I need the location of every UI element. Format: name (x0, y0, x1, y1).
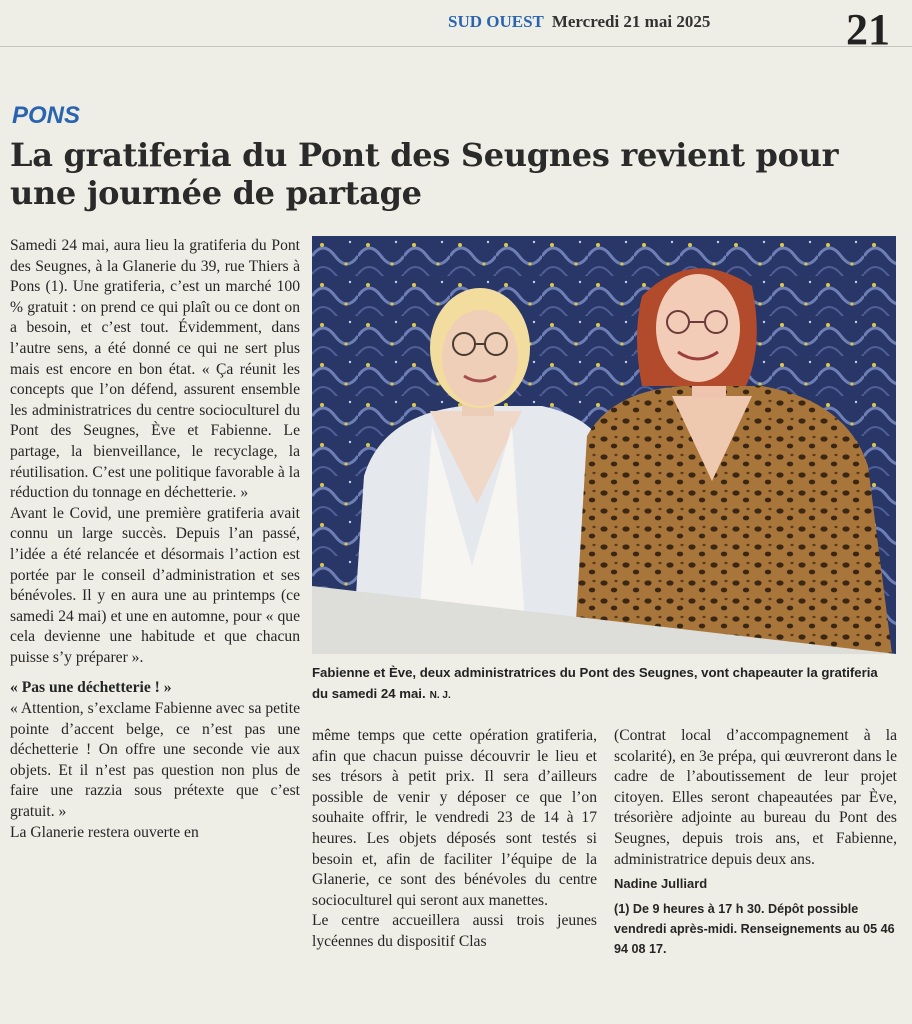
publication-name: SUD OUEST (448, 12, 544, 31)
section-subhead: « Pas une déchetterie ! » (10, 679, 172, 697)
paragraph: Samedi 24 mai, aura lieu la gratiferia du Pont des Seugnes, à la Glanerie du 39, rue Thiers à Pons (1). Une gratiferia, c’est un marché 100 % gratuit : on prend ce qui plaît ou ce dont on a besoin, et c’est tout. Évidemment, dans l’autre sens, a été donné ce qui ne sert plus mais est encore en bon état. « Ça réunit les concepts que l’on défend, assurent ensemble les administratrices du centre socioculturel du Pont des Seugnes, Ève et Fabienne. Le partage, la bienveillance, le recyclage, la réutilisation. C’est une politique favorable à la réduction du tonnage en déchetterie. » (10, 237, 300, 502)
header-rule (0, 46, 912, 47)
article-column-3 (614, 726, 897, 959)
adjacent-page-bleed (300, 0, 440, 48)
photo-credit: N. J. (429, 690, 451, 701)
article-headline: La gratiferia du Pont des Seugnes revient pour une journée de partage (10, 136, 839, 212)
page-number: 21 (846, 5, 890, 54)
author-signature: Nadine Julliard (614, 876, 708, 892)
article-photo (312, 236, 896, 654)
article-column-2 (312, 726, 597, 953)
paragraph: Le centre accueillera aussi trois jeunes lycéennes du dispositif Clas (312, 912, 597, 950)
article-column-1 (10, 236, 300, 843)
caption-text: Fabienne et Ève, deux administratrices du Pont des Seugnes, vont chapeauter la gratiferia du samedi 24 mai. (312, 665, 878, 701)
issue-date: Mercredi 21 mai 2025 (551, 12, 711, 31)
paragraph: Avant le Covid, une première gratiferia avait connu un large succès. Depuis l’an passé, l’idée a été relancée et désormais l’action est portée par le conseil d’administration et ses bénévoles. Il y en aura une au printemps (ce samedi 24 mai) et une en automne, pour « que cela devienne une habitude et que chacun puisse s’y préparer ». (10, 504, 300, 666)
footnote: (1) De 9 heures à 17 h 30. Dépôt possible vendredi après-midi. Renseignements au 05 46 94 08 17. (614, 901, 895, 956)
paragraph: même temps que cette opération gratiferia, afin que chacun puisse découvrir le lieu et ses trésors à petit prix. Il sera d’ailleurs possible de venir y déposer ce que l’on souhaite offrir, le vendredi 23 de 14 à 17 heures. Les objets déposés sont testés si besoin et, afin de faciliter l’équipe de la Glanerie, ce sont des bénévoles du centre socioculturel qui seront aux manettes. (312, 727, 597, 909)
paragraph: (Contrat local d’accompagnement à la scolarité), en 3e prépa, qui œuvreront dans le cadre de l’aboutissement de leur projet citoyen. Elles seront chapeautées par Ève, trésorière adjointe au bureau du Pont des Seugnes, depuis trois ans, et Fabienne, administratrice depuis deux ans. (614, 727, 897, 868)
photo-caption (312, 662, 896, 706)
article-kicker: PONS (12, 102, 81, 129)
paragraph: « Attention, s’exclame Fabienne avec sa petite pointe d’accent belge, ce n’est pas une déchetterie ! On offre une seconde vie aux objets. Et il n’est pas question non plus de faire une razzia sous prétexte que c’est gratuit. » (10, 700, 300, 821)
masthead (448, 12, 710, 32)
photo-illustration (312, 236, 896, 654)
paragraph: La Glanerie restera ouverte en (10, 823, 199, 841)
